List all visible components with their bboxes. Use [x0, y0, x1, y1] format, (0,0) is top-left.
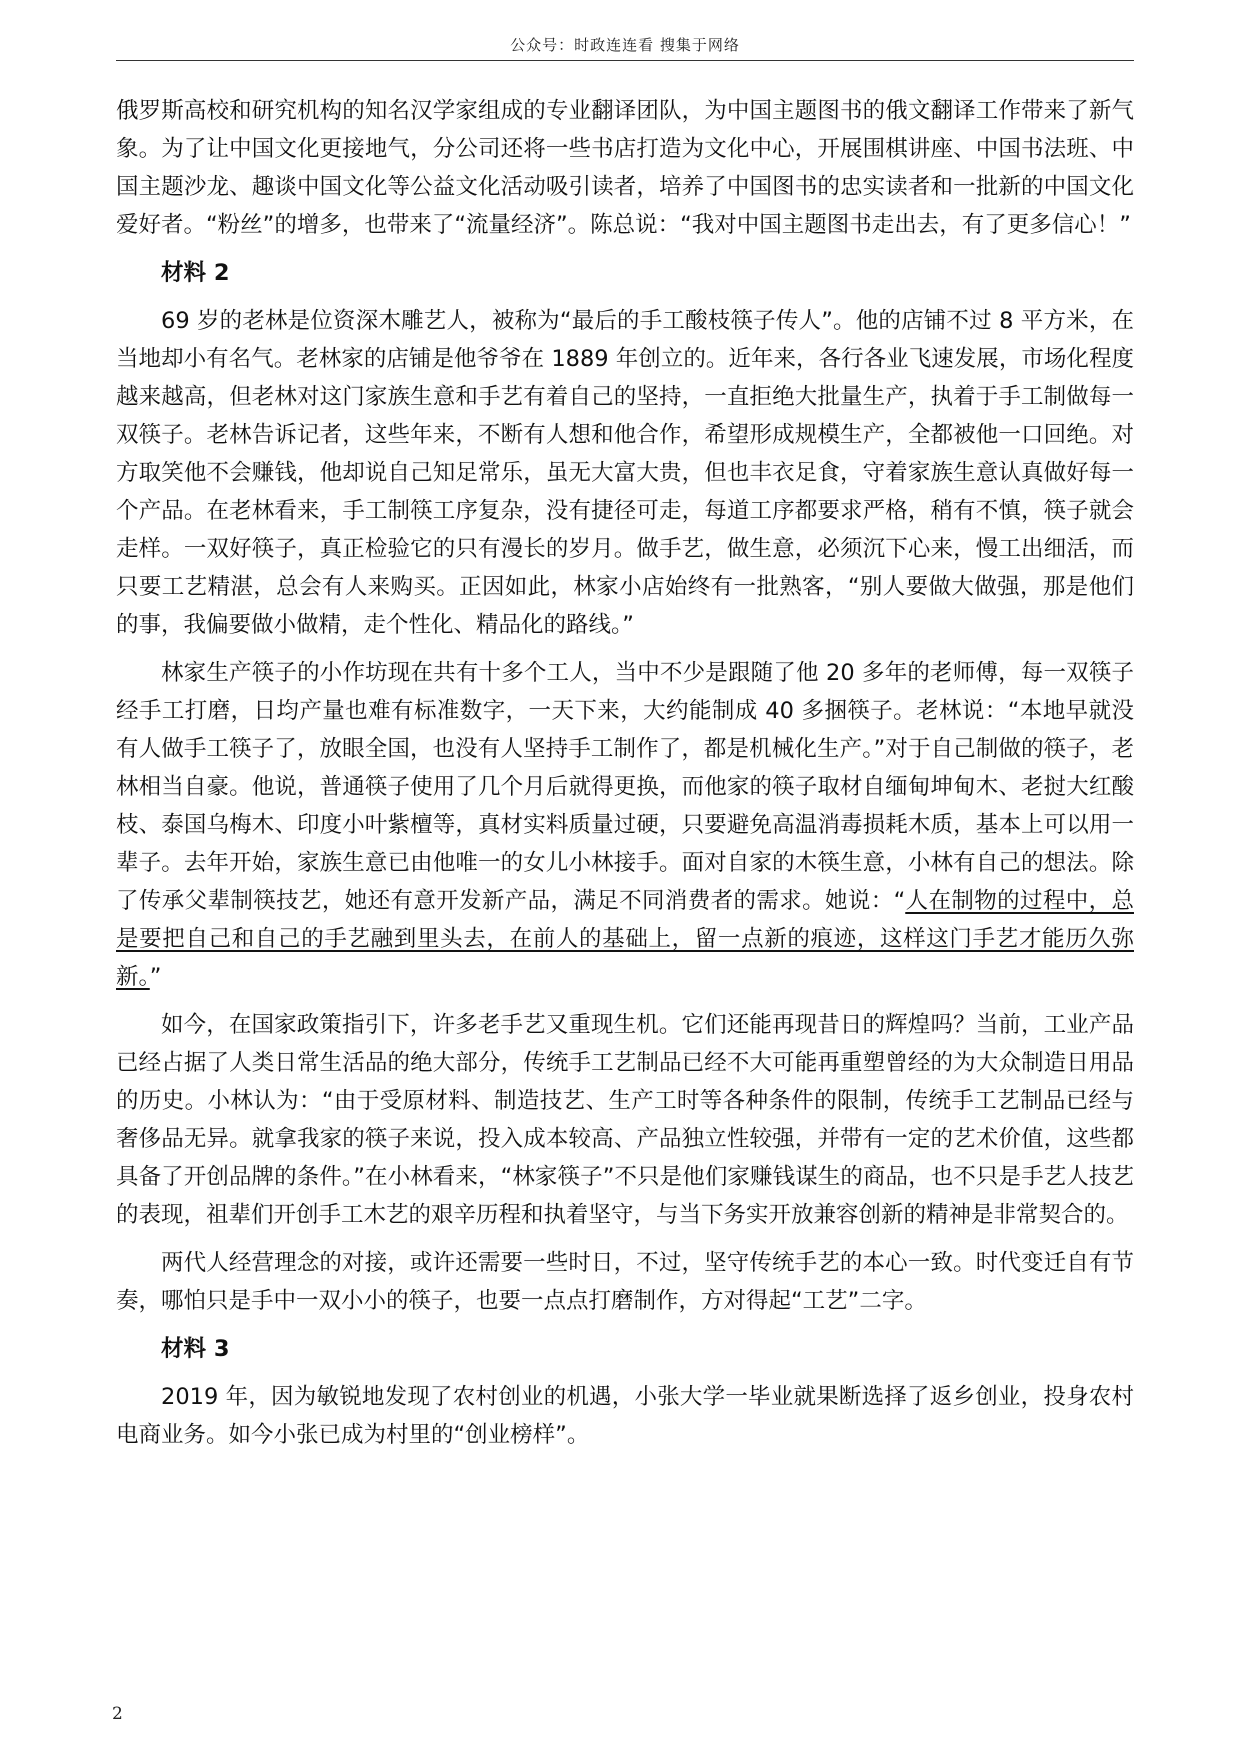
- section-heading-material-3: 材料 3: [161, 1336, 230, 1362]
- paragraph-conclusion: 两代人经营理念的对接，或许还需要一些时日，不过，坚守传统手艺的本心一致。时代变迁自有节奏，哪怕只是手中一双小小的筷子，也要一点点打磨制作，方对得起“工艺”二字。: [116, 1250, 1134, 1314]
- page-number: 2: [112, 1704, 123, 1724]
- paragraph-revival: 如今，在国家政策指引下，许多老手艺又重现生机。它们还能再现昔日的辉煌吗？当前，工业产品已经占据了人类日常生活品的绝大部分，传统手工艺制品已经不大可能再重塑曾经的为大众制造日用品的历史。小林认为：“由于受原材料、制造技艺、生产工时等各种条件的限制，传统手工艺制品已经与奢侈品无异。就拿我家的筷子来说，投入成本较高、产品独立性较强，并带有一定的艺术价值，这些都具备了开创品牌的条件。”在小林看来，“林家筷子”不只是他们家赚钱谋生的商品，也不只是手艺人技艺的表现，祖辈们开创手工木艺的艰辛历程和执着坚守，与当下务实开放兼容创新的精神是非常契合的。: [116, 1012, 1134, 1228]
- paragraph-continued: 俄罗斯高校和研究机构的知名汉学家组成的专业翻译团队，为中国主题图书的俄文翻译工作带来了新气象。为了让中国文化更接地气，分公司还将一些书店打造为文化中心，开展围棋讲座、中国书法班、中国主题沙龙、趣谈中国文化等公益文化活动吸引读者，培养了中国图书的忠实读者和一批新的中国文化爱好者。“粉丝”的增多，也带来了“流量经济”。陈总说：“我对中国主题图书走出去，有了更多信心！”: [116, 98, 1134, 238]
- paragraph-xiao-zhang: 2019 年，因为敏锐地发现了农村创业的机遇，小张大学一毕业就果断选择了返乡创业，投身农村电商业务。如今小张已成为村里的“创业榜样”。: [116, 1384, 1134, 1448]
- quote-close: ”: [149, 964, 162, 990]
- page-header: 公众号：时政连连看 搜集于网络: [510, 36, 740, 54]
- paragraph-lao-lin-intro: 69 岁的老林是位资深木雕艺人，被称为“最后的手工酸枝筷子传人”。他的店铺不过 8 平方米，在当地却小有名气。老林家的店铺是他爷爷在 1889 年创立的。近年来，各行各业飞速发展，市场化程度越来越高，但老林对这门家族生意和手艺有着自己的坚持，一直拒绝大批量生产，执着于手工制做每一双筷子。老林告诉记者，这些年来，不断有人想和他合作，希望形成规模生产，全都被他一口回绝。对方取笑他不会赚钱，他却说自己知足常乐，虽无大富大贵，但也丰衣足食，守着家族生意认真做好每一个产品。在老林看来，手工制筷工序复杂，没有捷径可走，每道工序都要求严格，稍有不慎，筷子就会走样。一双好筷子，真正检验它的只有漫长的岁月。做手艺，做生意，必须沉下心来，慢工出细活，而只要工艺精湛，总会有人来购买。正因如此，林家小店始终有一批熟客，“别人要做大做强，那是他们的事，我偏要做小做精，走个性化、精品化的路线。”: [116, 308, 1134, 638]
- section-heading-material-2: 材料 2: [161, 260, 230, 286]
- underlined-quote: 人在制物的过程中，总是要把自己和自己的手艺融到里头去，在前人的基础上，留一点新的痕迹，这样这门手艺才能历久弥新。: [116, 888, 1134, 990]
- paragraph-workshop-text: 林家生产筷子的小作坊现在共有十多个工人，当中不少是跟随了他 20 多年的老师傅，每一双筷子经手工打磨，日均产量也难有标准数字，一天下来，大约能制成 40 多捆筷子。老林说：“本地早就没有人做手工筷子了，放眼全国，也没有人坚持手工制作了，都是机械化生产。”对于自己制做的筷子，老林相当自豪。他说，普通筷子使用了几个月后就得更换，而他家的筷子取材自缅甸坤甸木、老挝大红酸枝、泰国乌梅木、印度小叶紫檀等，真材实料质量过硬，只要避免高温消毒损耗木质，基本上可以用一辈子。去年开始，家族生意已由他唯一的女儿小林接手。面对自家的木筷生意，小林有自己的想法。除了传承父辈制筷技艺，她还有意开发新产品，满足不同消费者的需求。她说：“: [116, 660, 1134, 914]
- document-body: [116, 92, 1134, 1464]
- header-divider: [116, 60, 1134, 61]
- paragraph-workshop: [116, 654, 1134, 996]
